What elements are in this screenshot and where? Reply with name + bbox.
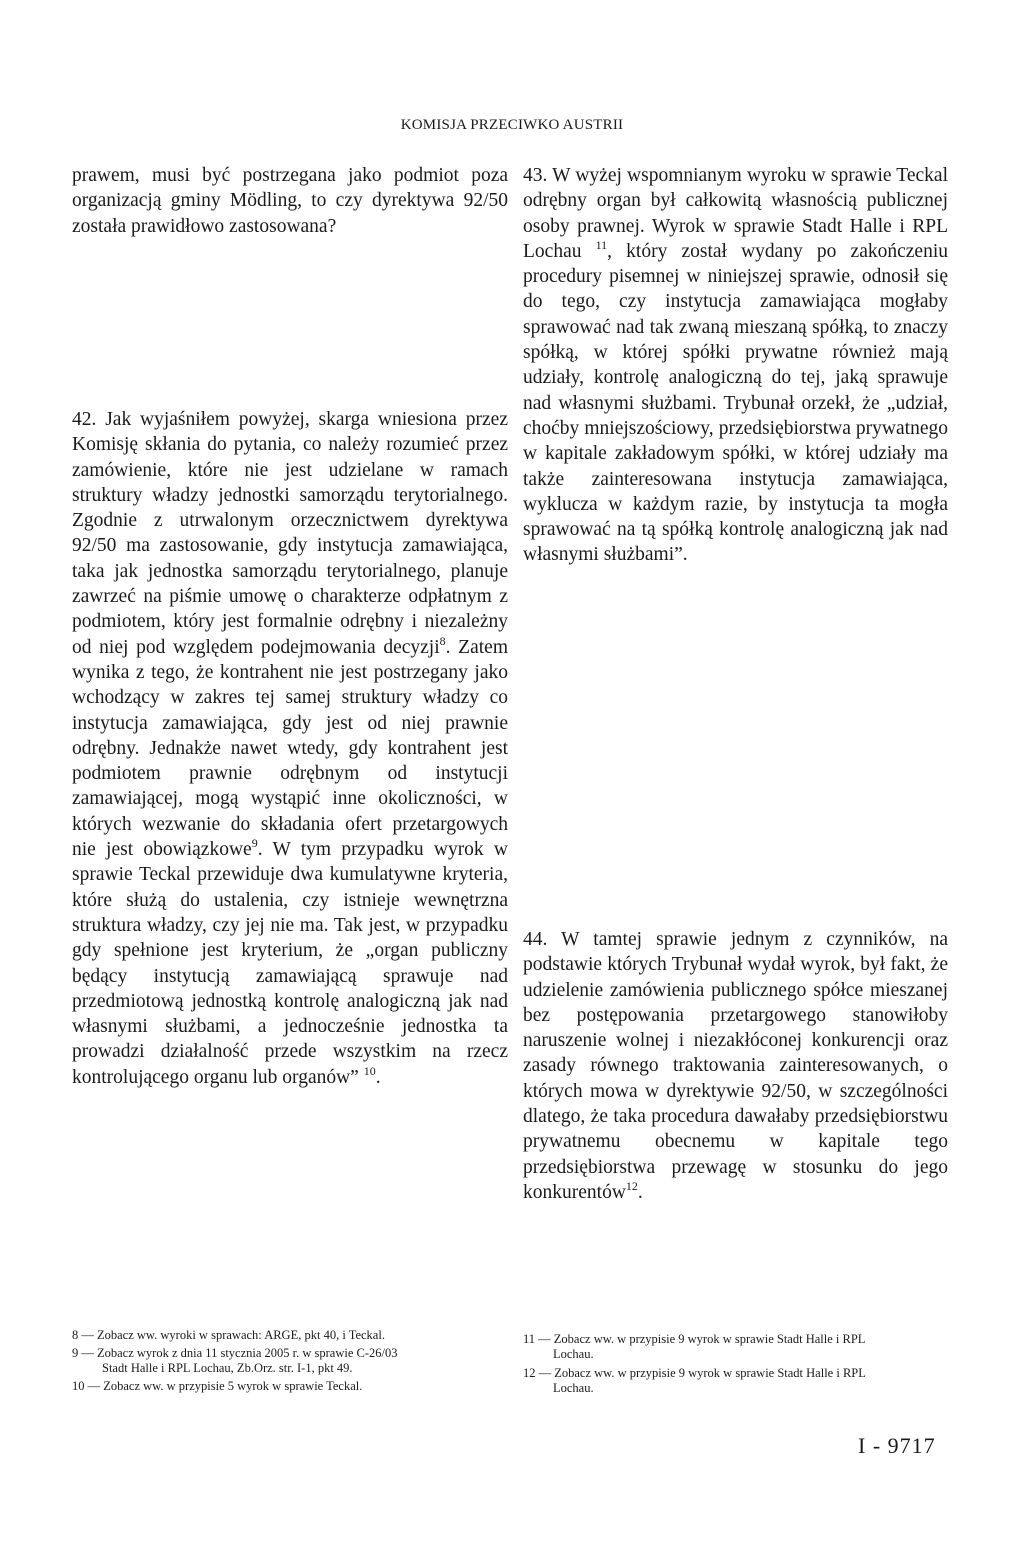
left-column [72,163,508,239]
footnote-ref-12[interactable]: 12 [625,1178,638,1193]
paragraph-42-text-c: . W tym przypadku wyrok w sprawie Teckal przewiduje dwa kumulatywne kryteria, które służą do ustalenia, czy istnieje wewnętrzna struktura władzy, czy jej nie ma. Tak jest, w przypadku gdy spełnione jest kryterium, że „organ publiczny będący instytucją zamawiającą sprawuje nad przedmiotową jednostką kontrolę analogiczną jak nad własnymi służbami, a jednocześnie jednostka ta prowadzi działalność przede wszystkim na rzecz kontrolującego organu lub organów” [72,839,509,1088]
footnote-10-text: 10 — Zobacz ww. w przypisie 5 wyrok w sprawie Teckal. [72,1379,363,1393]
paragraph-43-text-a: 43. W wyżej wspomnianym wyroku w sprawie Teckal odrębny organ był całkowitą własnością publicznej osoby prawnej. Wyrok w sprawie Stadt Halle i RPL Lochau [523,165,948,262]
footnote-11 [523,1332,953,1362]
paragraph-44-text-b: . [637,1181,643,1203]
footnote-8 [72,1328,512,1343]
paragraph-43 [523,163,948,568]
footnote-12-text: 12 — Zobacz ww. w przypisie 9 wyrok w sprawie Stadt Halle i RPL [523,1366,866,1380]
page-number: I - 9717 [858,1433,936,1458]
footnote-12-text-cont: Lochau. [553,1381,594,1395]
footnote-ref-9[interactable]: 9 [251,836,258,851]
footnote-9-text-cont: Stadt Halle i RPL Lochau, Zb.Orz. str. I-1, pkt 49. [102,1361,353,1375]
footnote-9 [72,1346,512,1376]
footnotes-right [523,1332,953,1396]
footnote-ref-10[interactable]: 10 [363,1063,376,1078]
paragraph-42 [72,407,508,1090]
footnote-ref-8[interactable]: 8 [439,633,446,648]
footnotes-left [72,1328,512,1394]
footnote-ref-11[interactable]: 11 [595,237,608,252]
right-column-p43 [523,163,948,568]
left-column-p42 [72,407,508,1090]
paragraph-42-text-d: . [375,1066,381,1088]
paragraph-42-text-a: 42. Jak wyjaśniłem powyżej, skarga wniesiona przez Komisję skłania do pytania, co należy rozumieć przez zamówienie, które nie jest udzielane w ramach struktury władzy jednostki samorządu terytorialnego. Zgodnie z utrwalonym orzecznictwem dyrektywa 92/50 ma zastosowanie, gdy instytucja zamawiająca, taka jak jednostka samorządu terytorialnego, planuje zawrzeć na piśmie umowę o charakterze odpłatnym z podmiotem, który jest formalnie odrębny i niezależny od niej pod względem podejmowania decyzji [72,409,508,658]
footnote-11-text: 11 — Zobacz ww. w przypisie 9 wyrok w sprawie Stadt Halle i RPL [523,1332,866,1346]
footnote-10 [72,1379,512,1394]
paragraph-44 [523,927,948,1205]
right-column-p44 [523,927,948,1205]
footnote-8-text: 8 — Zobacz ww. wyroki w sprawach: ARGE, pkt 40, i Teckal. [72,1328,385,1342]
paragraph-42-text-b: . Zatem wynika z tego, że kontrahent nie jest postrzegany jako wchodzący w zakres tej samej struktury władzy co instytucja zamawiająca, gdy jest od niej prawnie odrębny. Jednakże nawet wtedy, gdy kontrahent jest podmiotem prawnie odrębnym od instytucji zamawiającej, mogą wystąpić inne okoliczności, w których wezwanie do składania ofert przetargowych nie jest obowiązkowe [72,636,508,861]
footnote-12 [523,1366,953,1396]
paragraph-continuation: prawem, musi być postrzegana jako podmiot poza organizacją gminy Mödling, to czy dyrektywa 92/50 została prawidłowo zastosowana? [72,165,508,237]
paragraph-44-text-a: 44. W tamtej sprawie jednym z czynników, na podstawie których Trybunał wydał wyrok, był fakt, że udzielenie zamówienia publicznego spółce mieszanej bez postępowania przetargowego stanowiłoby naruszenie wolnej i niezakłóconej konkurencji oraz zasady równego traktowania zainteresowanych, o których mowa w dyrektywie 92/50, w szczególności dlatego, że taka procedura dawałaby przedsiębiorstwu prywatnemu obecnemu w kapitale tego przedsiębiorstwa przewagę w stosunku do jego konkurentów [523,929,948,1203]
running-header: KOMISJA PRZECIWKO AUSTRII [400,117,624,133]
paragraph-43-text-b: , który został wydany po zakończeniu procedury pisemnej w niniejszej sprawie, odnosił się do tego, czy instytucja zamawiająca mogłaby sprawować nad tak zwaną mieszaną spółką, to znaczy spółką, w której spółki prywatne również mają udziały, kontrolę analogiczną do tej, jaką sprawuje nad własnymi służbami. Trybunał orzekł, że „udział, choćby mniejszościowy, przedsiębiorstwa prywatnego w kapitale zakładowym spółki, w której udziały ma także zainteresowana instytucja zamawiająca, wyklucza w każdym razie, by instytucja ta mogła sprawować na tą spółką kontrolę analogiczną jak nad własnymi służbami”. [523,240,948,566]
footnote-9-text: 9 — Zobacz wyrok z dnia 11 stycznia 2005 r. w sprawie C-26/03 [72,1346,398,1360]
footnote-11-text-cont: Lochau. [553,1347,594,1361]
